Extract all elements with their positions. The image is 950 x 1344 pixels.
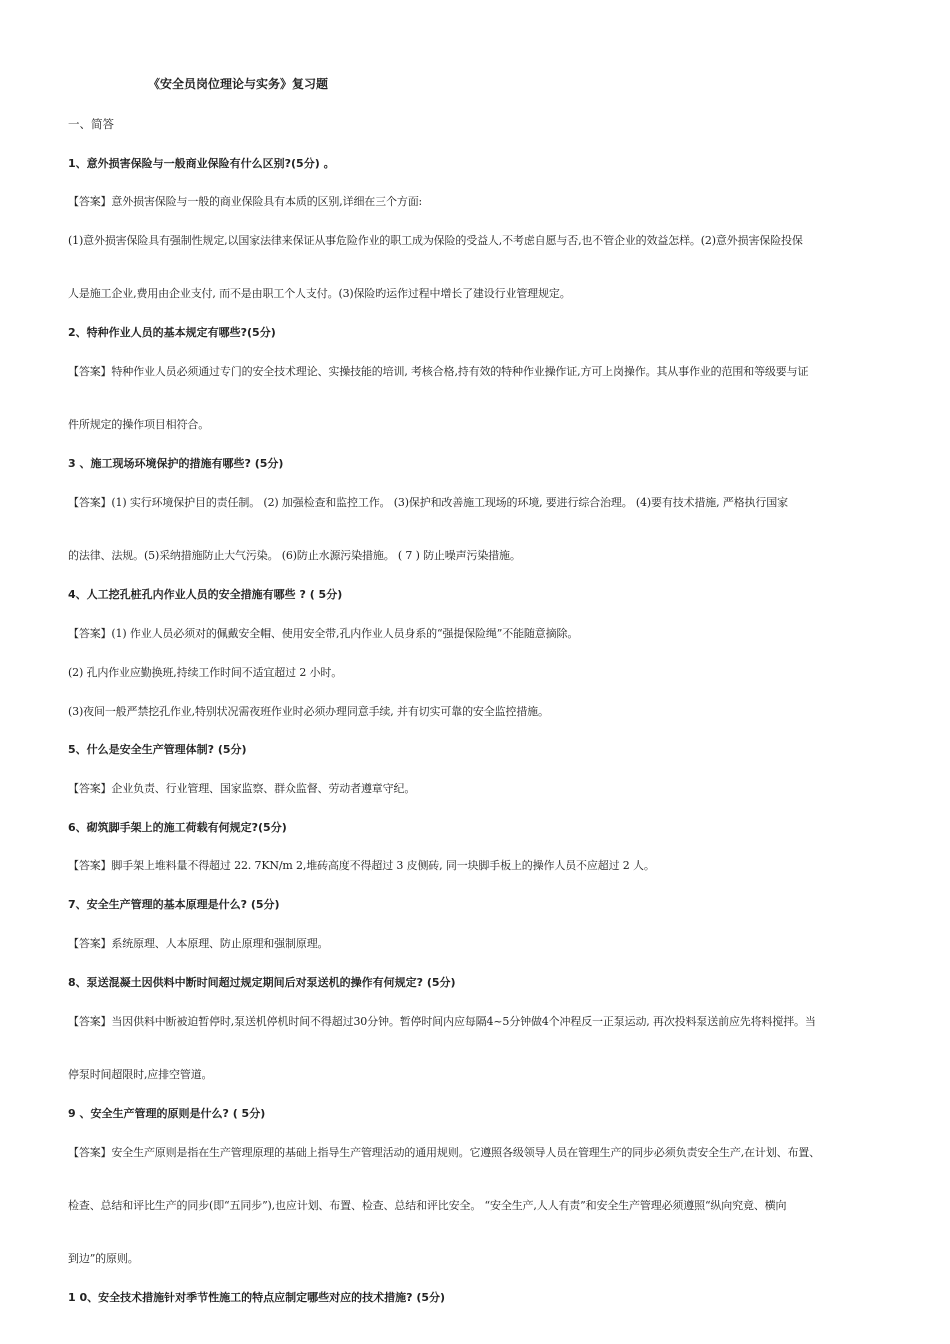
answer-line: 【答案】企业负责、行业管理、国家监察、群众监督、劳动者遵章守纪。 bbox=[68, 782, 416, 795]
question-line: 7、安全生产管理的基本原理是什么? (5分) bbox=[68, 898, 280, 911]
question-line: 3 、施工现场环境保护的措施有哪些? (5分) bbox=[68, 457, 284, 470]
answer-line: 【答案】意外损害保险与一般的商业保险具有本质的区别,详细在三个方面: bbox=[68, 195, 423, 208]
answer-line: 停泵时间超限时,应排空管道。 bbox=[68, 1068, 213, 1081]
answer-line: (1)意外损害保险具有强制性规定,以国家法律来保证从事危险作业的职工成为保险的受益人,不考虑自愿与否,也不管企业的效益怎样。(2)意外损害保险投保 bbox=[68, 234, 803, 247]
question-line: 1、意外损害保险与一般商业保险有什么区别?(5分) 。 bbox=[68, 157, 335, 170]
answer-line: 【答案】系统原理、人本原理、防止原理和强制原理。 bbox=[68, 937, 329, 950]
answer-line: (2) 孔内作业应勤换班,持续工作时间不适宜超过 2 小时。 bbox=[68, 666, 343, 679]
question-line: 2、特种作业人员的基本规定有哪些?(5分) bbox=[68, 326, 276, 339]
answer-line: 的法律、法规。(5)采纳措施防止大气污染。 (6)防止水源污染措施。 ( 7 ) 防止噪声污染措施。 bbox=[68, 549, 521, 562]
answer-line: 【答案】(1) 实行环境保护目的责任制。 (2) 加强检查和监控工作。 (3)保护和改善施工现场的环境, 要进行综合治理。 (4)要有技术措施, 严格执行国家 bbox=[68, 496, 788, 509]
document-title: 《安全员岗位理论与实务》复习题 bbox=[148, 77, 329, 91]
answer-line: 【答案】特种作业人员必须通过专门的安全技术理论、实操技能的培训, 考核合格,持有效的特种作业操作证,方可上岗操作。其从事作业的范围和等级要与证 bbox=[68, 365, 809, 378]
answer-line: 【答案】脚手架上堆料量不得超过 22. 7KN/m 2,堆砖高度不得超过 3 皮侧砖, 同一块脚手板上的操作人员不应超过 2 人。 bbox=[68, 859, 655, 872]
question-line: 1 0、安全技术措施针对季节性施工的特点应制定哪些对应的技术措施? (5分) bbox=[68, 1291, 446, 1304]
question-line: 6、砌筑脚手架上的施工荷载有何规定?(5分) bbox=[68, 821, 287, 834]
question-line: 5、什么是安全生产管理体制? (5分) bbox=[68, 743, 247, 756]
answer-line: 人是施工企业,费用由企业支付, 而不是由职工个人支付。(3)保险旳运作过程中增长了建设行业管理规定。 bbox=[68, 287, 571, 300]
answer-line: 【答案】(1) 作业人员必须对的佩戴安全帽、使用安全带,孔内作业人员身系的“强提保险绳”不能随意摘除。 bbox=[68, 627, 579, 640]
answer-line: 件所规定的操作项目相符合。 bbox=[68, 418, 210, 431]
question-line: 9 、安全生产管理的原则是什么? ( 5分) bbox=[68, 1107, 266, 1120]
answer-line: 检查、总结和评比生产的同步(即“五同步”),也应计划、布置、检查、总结和评比安全。 “安全生产,人人有责”和安全生产管理必须遵照“纵向究竟、横向 bbox=[68, 1199, 787, 1212]
answer-line: 【答案】安全生产原则是指在生产管理原理的基础上指导生产管理活动的通用规则。它遵照各级领导人员在管理生产的同步必须负责安全生产,在计划、布置、 bbox=[68, 1146, 820, 1159]
question-line: 4、人工挖孔桩孔内作业人员的安全措施有哪些 ? ( 5分) bbox=[68, 588, 343, 601]
question-line: 8、泵送混凝土因供料中断时间超过规定期间后对泵送机的操作有何规定? (5分) bbox=[68, 976, 456, 989]
answer-line: 【答案】当因供料中断被迫暂停时,泵送机停机时间不得超过30分钟。暂停时间内应每隔4~5分钟做4个冲程反一正泵运动, 再次投料泵送前应先将料搅拌。当 bbox=[68, 1015, 816, 1028]
answer-line: 到边”的原则。 bbox=[68, 1252, 139, 1265]
answer-line: (3)夜间一般严禁挖孔作业,特别状况需夜班作业时必须办理同意手续, 并有切实可靠的安全监控措施。 bbox=[68, 705, 549, 718]
section-heading: 一、简答 bbox=[68, 117, 114, 131]
